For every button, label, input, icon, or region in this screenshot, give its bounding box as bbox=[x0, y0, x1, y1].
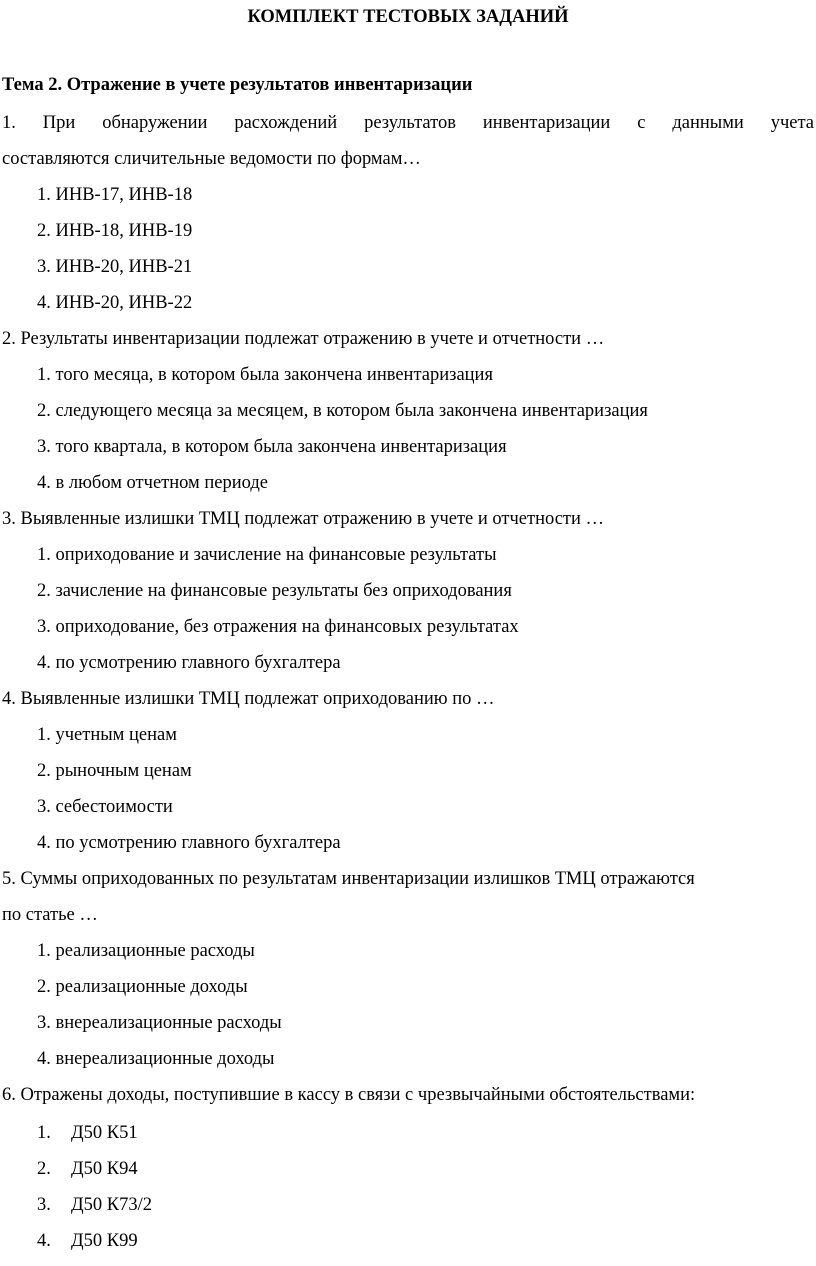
question-3-option-3: 3. оприходование, без отражения на финансовых результатах bbox=[37, 617, 519, 637]
option-number: 4. bbox=[37, 1231, 51, 1251]
question-5-option-2: 2. реализационные доходы bbox=[37, 977, 248, 997]
question-1-option-1: 1. ИНВ-17, ИНВ-18 bbox=[37, 185, 193, 205]
question-6-text: 6. Отражены доходы, поступившие в кассу в связи с чрезвычайными обстоятельствами: bbox=[2, 1085, 696, 1105]
question-6-option-2 bbox=[37, 1158, 138, 1180]
question-6-option-1 bbox=[37, 1122, 138, 1144]
question-4-option-1: 1. учетным ценам bbox=[37, 725, 177, 745]
question-5-option-4: 4. внереализационные доходы bbox=[37, 1049, 275, 1069]
option-number: 2. bbox=[37, 1159, 51, 1179]
question-2-option-1: 1. того месяца, в котором была закончена инвентаризация bbox=[37, 365, 493, 385]
question-1-text-line1: 1. При обнаружении расхождений результатов инвентаризации с данными учета bbox=[2, 113, 814, 133]
question-6-option-4 bbox=[37, 1230, 138, 1252]
question-5-option-1: 1. реализационные расходы bbox=[37, 941, 255, 961]
option-number: 1. bbox=[37, 1123, 51, 1143]
question-1-text-line2: составляются сличительные ведомости по формам… bbox=[2, 149, 421, 169]
question-2-option-4: 4. в любом отчетном периоде bbox=[37, 473, 268, 493]
question-4-option-4: 4. по усмотрению главного бухгалтера bbox=[37, 833, 341, 853]
option-text: Д50 К94 bbox=[71, 1159, 138, 1179]
question-5-option-3: 3. внереализационные расходы bbox=[37, 1013, 282, 1033]
document-title: КОМПЛЕКТ ТЕСТОВЫХ ЗАДАНИЙ bbox=[247, 7, 569, 27]
question-1-option-3: 3. ИНВ-20, ИНВ-21 bbox=[37, 257, 193, 277]
question-3-text: 3. Выявленные излишки ТМЦ подлежат отражению в учете и отчетности … bbox=[2, 509, 605, 529]
question-1-option-4: 4. ИНВ-20, ИНВ-22 bbox=[37, 293, 193, 313]
question-3-option-1: 1. оприходование и зачисление на финансовые результаты bbox=[37, 545, 497, 565]
option-text: Д50 К73/2 bbox=[71, 1195, 152, 1215]
question-5-text-line1: 5. Суммы оприходованных по результатам инвентаризации излишков ТМЦ отражаются bbox=[2, 869, 695, 889]
question-3-option-4: 4. по усмотрению главного бухгалтера bbox=[37, 653, 341, 673]
question-2-text: 2. Результаты инвентаризации подлежат отражению в учете и отчетности … bbox=[2, 329, 605, 349]
question-5-text-line2: по статье … bbox=[2, 905, 98, 925]
question-1-option-2: 2. ИНВ-18, ИНВ-19 bbox=[37, 221, 193, 241]
question-3-option-2: 2. зачисление на финансовые результаты без оприходования bbox=[37, 581, 512, 601]
option-text: Д50 К51 bbox=[71, 1123, 138, 1143]
question-6-option-3 bbox=[37, 1194, 152, 1216]
question-2-option-3: 3. того квартала, в котором была закончена инвентаризация bbox=[37, 437, 507, 457]
option-text: Д50 К99 bbox=[71, 1231, 138, 1251]
question-4-option-3: 3. себестоимости bbox=[37, 797, 173, 817]
option-number: 3. bbox=[37, 1195, 51, 1215]
topic-heading: Тема 2. Отражение в учете результатов инвентаризации bbox=[2, 75, 473, 95]
question-4-option-2: 2. рыночным ценам bbox=[37, 761, 192, 781]
question-2-option-2: 2. следующего месяца за месяцем, в котором была закончена инвентаризация bbox=[37, 401, 648, 421]
question-4-text: 4. Выявленные излишки ТМЦ подлежат оприходованию по … bbox=[2, 689, 495, 709]
